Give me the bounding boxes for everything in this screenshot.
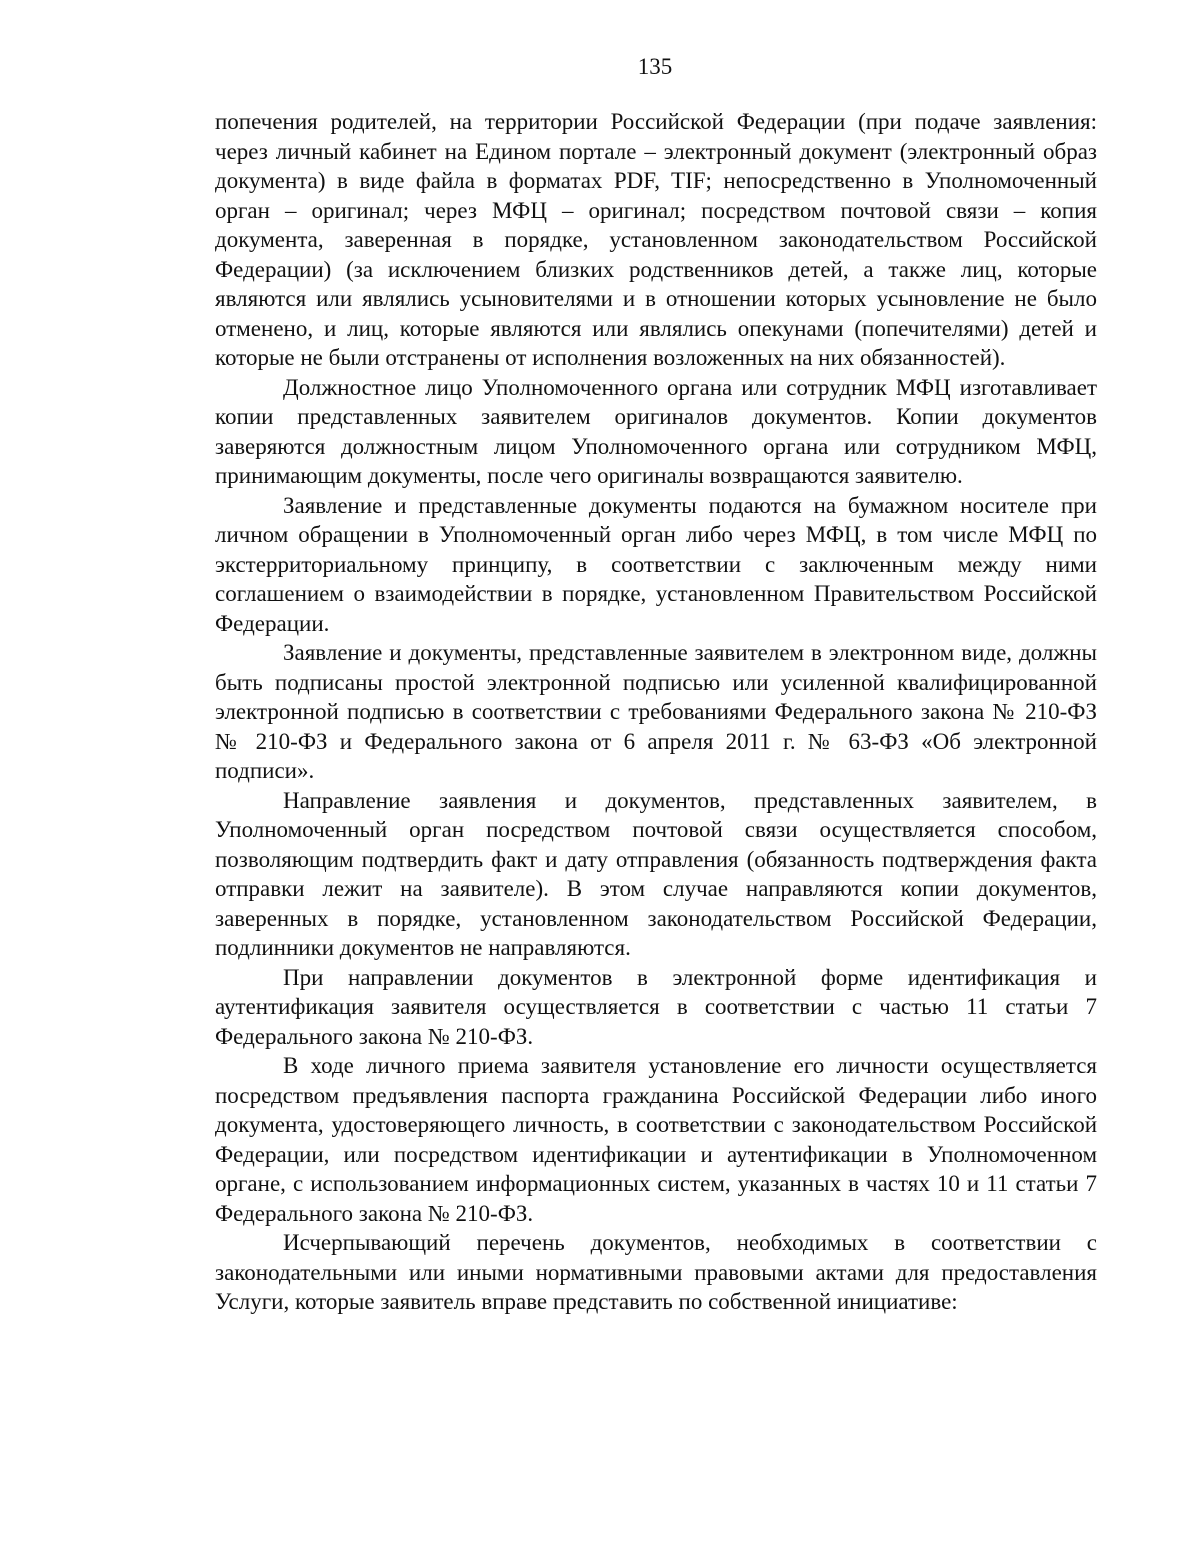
paragraph-postal-submission: Направление заявления и документов, представленных заявителем, в Уполномоченный орган посредством почтовой связи осуществляется способом, позволяющим подтвердить факт и дату отправления (обязанность подтверждения факта отправки лежит на заявителе). В этом случае направляются копии документов, заверенных в порядке, установленном законодательством Российской Федерации, подлинники документов не направляются. [215,787,1097,960]
paragraph-electronic-signature: Заявление и документы, представленные заявителем в электронном виде, должны быть подписаны простой электронной подписью или усиленной квалифицированной электронной подписью в соответствии с требованиями Федерального закона № 210-ФЗ № 210-ФЗ и Федерального закона от 6 апреля 2011 г. № 63-ФЗ «Об электронной подписи». [215,640,1097,783]
document-body [215,107,1097,1317]
paragraph-document-copies: Должностное лицо Уполномоченного органа или сотрудник МФЦ изготавливает копии представленных заявителем оригиналов документов. Копии документов заверяются должностным лицом Уполномоченного органа или сотрудником МФЦ, принимающим документы, после чего оригиналы возвращаются заявителю. [215,374,1097,488]
paragraph-paper-submission: Заявление и представленные документы подаются на бумажном носителе при личном обращении в Уполномоченный орган либо через МФЦ, в том числе МФЦ по экстерриториальному принципу, в соответствии с заключенным между ними соглашением о взаимодействии в порядке, установленном Правительством Российской Федерации. [215,492,1097,636]
paragraph-electronic-identification: При направлении документов в электронной форме идентификация и аутентификация заявителя осуществляется в соответствии с частью 11 статьи 7 Федерального закона № 210-ФЗ. [215,964,1097,1049]
paragraph-personal-reception: В ходе личного приема заявителя установление его личности осуществляется посредством предъявления паспорта гражданина Российской Федерации либо иного документа, удостоверяющего личность, в соответствии с законодательством Российской Федерации, или посредством идентификации и аутентификации в Уполномоченном органе, с использованием информационных систем, указанных в частях 10 и 11 статьи 7 Федерального закона № 210-ФЗ. [215,1053,1097,1226]
paragraph-document-list-intro: Исчерпывающий перечень документов, необходимых в соответствии с законодательными или иными нормативными правовыми актами для предоставления Услуги, которые заявитель вправе представить по собственной инициативе: [215,1230,1097,1314]
paragraph-continuation: попечения родителей, на территории Российской Федерации (при подаче заявления: через личный кабинет на Едином портале – электронный документ (электронный образ документа) в виде файла в форматах PDF, TIF; непосредственно в Уполномоченный орган – оригинал; через МФЦ – оригинал; посредством почтовой связи – копия документа, заверенная в порядке, установленном законодательством Российской Федерации) (за исключением близких родственников детей, а также лиц, которые являются или являлись усыновителями и в отношении которых усыновление не было отменено, и лиц, которые являются или являлись опекунами (попечителями) детей и которые не были отстранены от исполнения возложенных на них обязанностей). [215,109,1097,370]
page-number: 135 [637,54,673,79]
